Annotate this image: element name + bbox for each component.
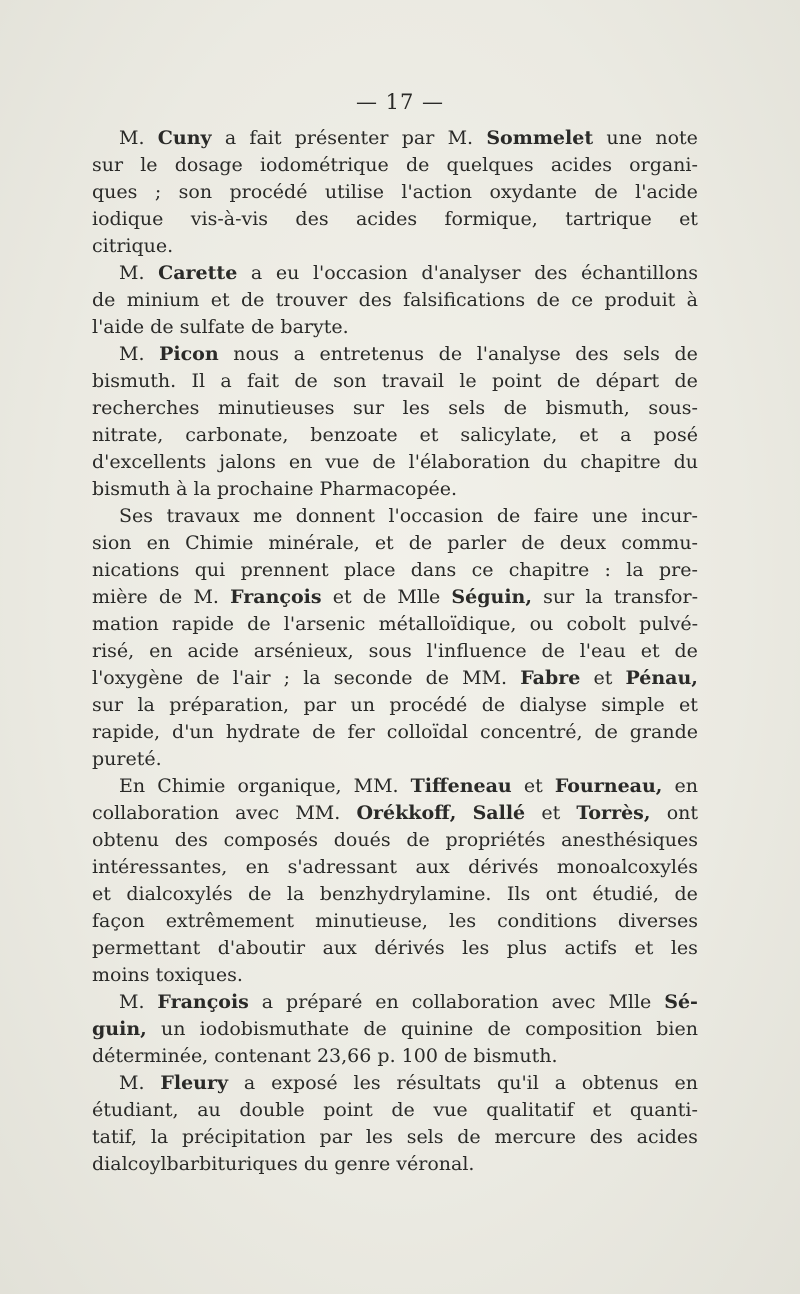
text-line: risé, en acide arsénieux, sous l'influence de l'eau et de <box>92 640 698 662</box>
paragraph <box>92 1070 698 1178</box>
text-line: M. Carette a eu l'occasion d'analyser des échantillons <box>119 262 698 284</box>
text-line: et dialcoxylés de la benzhydrylamine. Ils ont étudié, de <box>92 883 698 905</box>
text-line: M. Cuny a fait présenter par M. Sommelet une note <box>119 127 698 149</box>
text-line: M. Picon nous a entretenus de l'analyse des sels de <box>119 343 698 365</box>
text-line: M. Fleury a exposé les résultats qu'il a obtenus en <box>119 1072 698 1094</box>
text-line: déterminée, contenant 23,66 p. 100 de bismuth. <box>92 1045 558 1067</box>
paragraph <box>92 341 698 503</box>
text-line: intéressantes, en s'adressant aux dérivés monoalcoxylés <box>92 856 698 878</box>
text-line: d'excellents jalons en vue de l'élaboration du chapitre du <box>92 451 698 473</box>
text-line: nitrate, carbonate, benzoate et salicylate, et a posé <box>92 424 698 446</box>
text-line: mière de M. François et de Mlle Séguin, sur la transfor- <box>92 586 698 608</box>
text-line: nications qui prennent place dans ce chapitre : la pre- <box>92 559 698 581</box>
text-line: sur le dosage iodométrique de quelques acides organi- <box>92 154 698 176</box>
body-text <box>92 125 698 1178</box>
text-line: pureté. <box>92 748 162 770</box>
text-line: l'oxygène de l'air ; la seconde de MM. Fabre et Pénau, <box>92 667 698 689</box>
text-line: sion en Chimie minérale, et de parler de deux commu- <box>92 532 698 554</box>
text-line: bismuth à la prochaine Pharmacopée. <box>92 478 458 500</box>
text-line: étudiant, au double point de vue qualitatif et quanti- <box>92 1099 698 1121</box>
page-number: — 17 — <box>355 90 445 114</box>
paragraph <box>92 503 698 773</box>
text-line: citrique. <box>92 235 174 257</box>
text-line: façon extrêmement minutieuse, les conditions diverses <box>92 910 698 932</box>
text-line: tatif, la précipitation par les sels de mercure des acides <box>92 1126 698 1148</box>
text-line: guin, un iodobismuthate de quinine de composition bien <box>92 1018 698 1040</box>
paragraph <box>92 125 698 260</box>
text-line: mation rapide de l'arsenic métalloïdique, ou cobolt pulvé- <box>92 613 698 635</box>
text-line: l'aide de sulfate de baryte. <box>92 316 349 338</box>
text-line: sur la préparation, par un procédé de dialyse simple et <box>92 694 698 716</box>
paragraph <box>92 773 698 989</box>
text-line: iodique vis-à-vis des acides formique, tartrique et <box>92 208 698 230</box>
paragraph <box>92 989 698 1070</box>
text-line: En Chimie organique, MM. Tiffeneau et Fourneau, en <box>119 775 698 797</box>
text-line: rapide, d'un hydrate de fer colloïdal concentré, de grande <box>92 721 698 743</box>
text-line: moins toxiques. <box>92 964 243 986</box>
text-line: ques ; son procédé utilise l'action oxydante de l'acide <box>92 181 698 203</box>
text-line: permettant d'aboutir aux dérivés les plus actifs et les <box>92 937 698 959</box>
text-line: Ses travaux me donnent l'occasion de faire une incur- <box>119 505 698 527</box>
text-line: de minium et de trouver des falsifications de ce produit à <box>92 289 698 311</box>
text-line: M. François a préparé en collaboration avec Mlle Sé- <box>119 991 698 1013</box>
text-line: bismuth. Il a fait de son travail le point de départ de <box>92 370 698 392</box>
text-line: obtenu des composés doués de propriétés anesthésiques <box>92 829 698 851</box>
text-line: dialcoylbarbituriques du genre véronal. <box>92 1153 475 1175</box>
text-line: collaboration avec MM. Orékkoff, Sallé et Torrès, ont <box>92 802 698 824</box>
paragraph <box>92 260 698 341</box>
text-line: recherches minutieuses sur les sels de bismuth, sous- <box>92 397 698 419</box>
